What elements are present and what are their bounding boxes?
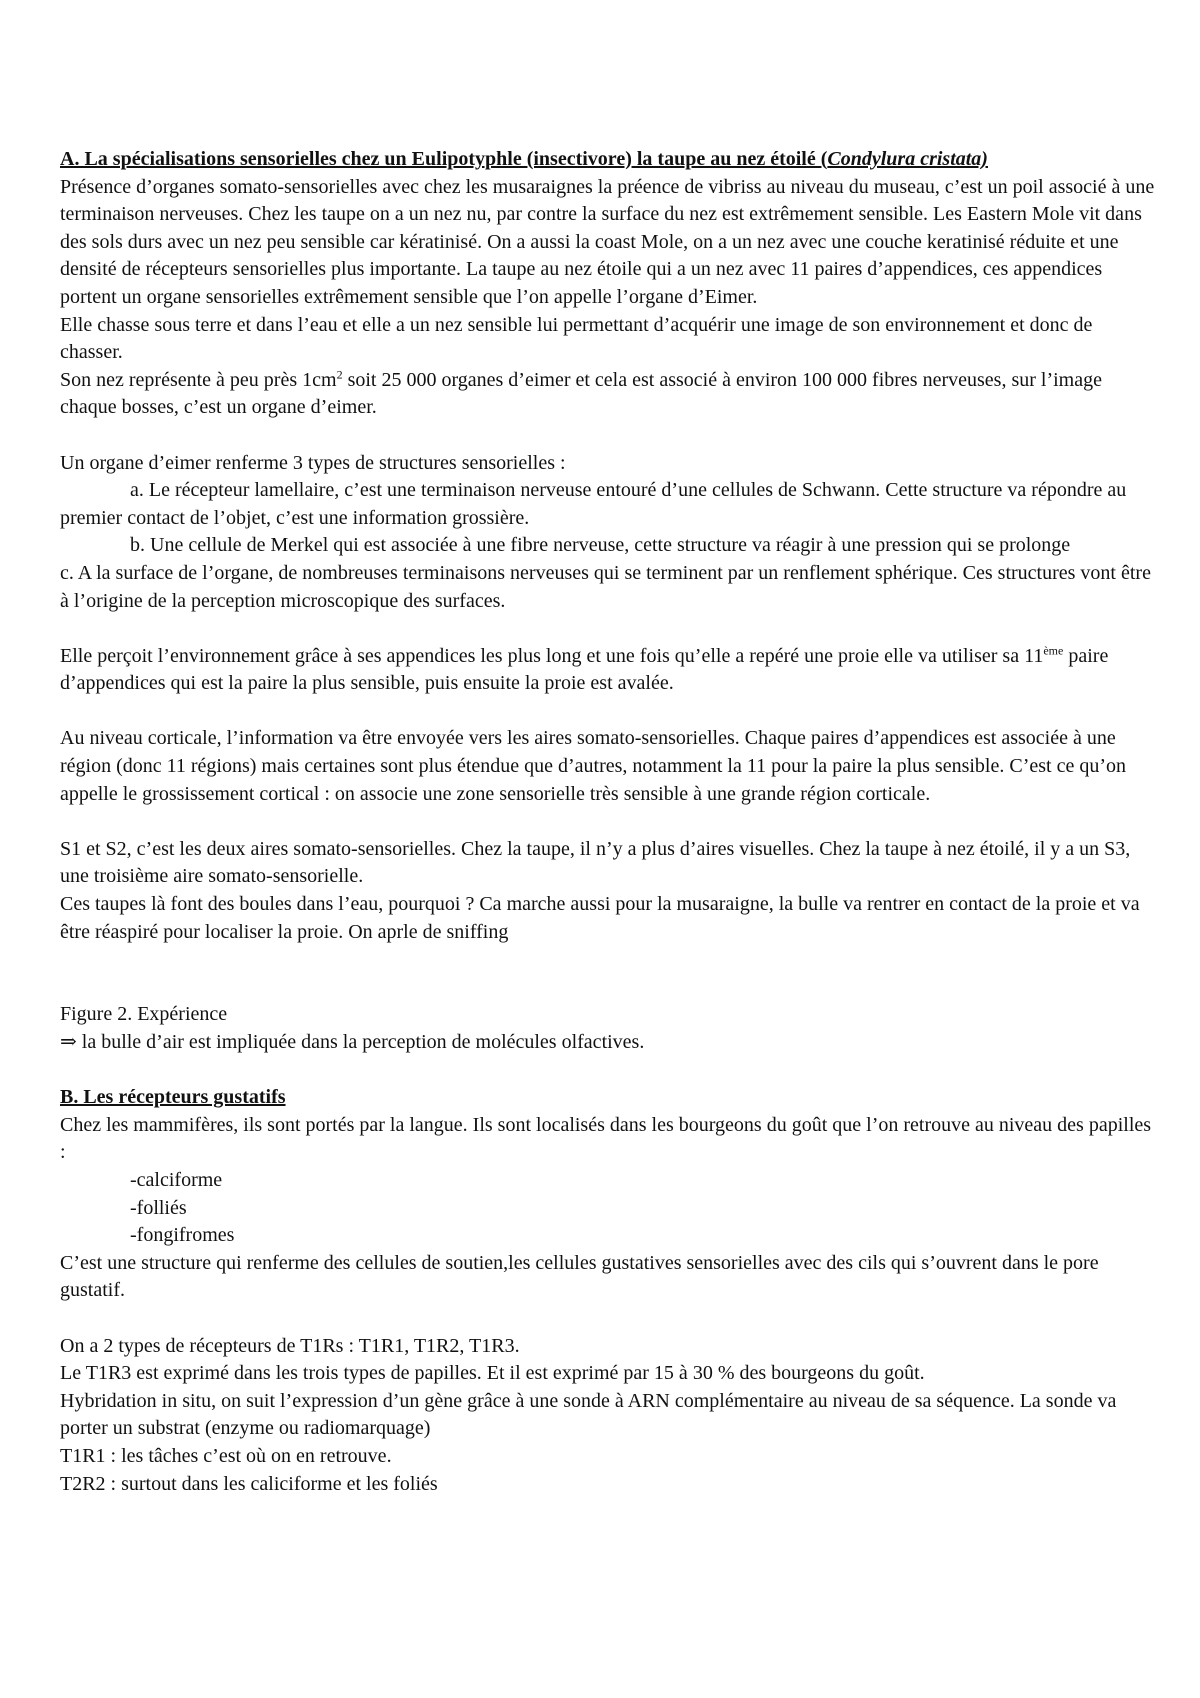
figure-conclusion: ⇒ la bulle d’air est impliquée dans la perception de molécules olfactives.	[60, 1031, 645, 1053]
paragraph-t1r3: Le T1R3 est exprimé dans les trois types de papilles. Et il est exprimé par 15 à 30 % des bourgeons du goût.	[60, 1362, 925, 1385]
section-a-heading-text: A. La spécialisations sensorielles chez un Eulipotyphle (insectivore) la taupe au nez étoilé (	[60, 148, 828, 170]
section-b-heading: B. Les récepteurs gustatifs	[60, 1086, 286, 1109]
paragraph-gustatory-intro: Chez les mammifères, ils sont portés par la langue. Ils sont localisés dans les bourgeons du goût que l’on retrouve au niveau des papilles :	[60, 1113, 1152, 1164]
list-item: -folliés	[130, 1196, 187, 1219]
paragraph-nose-size: Son nez représente à peu près $1cm^2$ soit 25 000 organes d’eimer et cela est associé à environ 100 000 fibres nerveuses, sur l’image chaque bosses, c’est un organe d’eimer.	[60, 367, 1102, 419]
paragraph-t1r1: T1R1 : les tâches c’est où on en retrouve.	[60, 1444, 392, 1467]
paragraph-s1-s2: S1 et S2, c’est les deux aires somato-sensorielles. Chez la taupe, il n’y a plus d’aires visuelles. Chez la taupe à nez étoilé, il y a un S3, une troisième aire somato-sensorielle.	[60, 837, 1131, 888]
paragraph-perception: Elle perçoit l’environnement grâce à ses appendices les plus long et une fois qu’elle a repéré une proie elle va utiliser sa 11ème paire d’appendices qui est la paire la plus sensible, puis ensuite la proie est avalée.	[60, 643, 1109, 695]
figure-label: Figure 2. Expérience	[60, 1003, 228, 1026]
paragraph-t2r2: T2R2 : surtout dans les caliciforme et les foliés	[60, 1472, 438, 1495]
paragraph-bubbles: Ces taupes là font des boules dans l’eau, pourquoi ? Ca marche aussi pour la musaraigne, la bulle va rentrer en contact de la proie et va être réaspiré pour localiser la proie. On aprle de sniffing	[60, 893, 1140, 943]
list-item: -fongifromes	[130, 1224, 235, 1247]
paragraph-hybridation: Hybridation in situ, on suit l’expression d’un gène grâce à une sonde à ARN complémentaire au niveau de sa séquence. La sonde va porter un substrat (enzyme ou radiomarquage)	[60, 1389, 1117, 1440]
list-item: -calciforme	[130, 1168, 223, 1191]
paragraph-t1rs: On a 2 types de récepteurs de T1Rs : T1R1, T1R2, T1R3.	[60, 1334, 520, 1357]
section-a-heading-species: Condylura cristata)	[827, 148, 988, 170]
section-a-heading	[60, 146, 1160, 174]
list-item-type-b: b. Une cellule de Merkel qui est associée à une fibre nerveuse, cette structure va réagir à une pression qui se prolonge	[130, 534, 1071, 557]
list-item-type-c: c. A la surface de l’organe, de nombreuses terminaisons nerveuses qui se terminent par un renflement sphérique. Ces structures vont être à l’origine de la perception microscopique des surfaces.	[60, 561, 1151, 612]
paragraph-types-intro: Un organe d’eimer renferme 3 types de structures sensorielles :	[60, 451, 566, 474]
document-page	[60, 146, 1160, 1498]
superscript: ème	[1043, 643, 1064, 658]
paragraph-cortical: Au niveau corticale, l’information va être envoyée vers les aires somato-sensorielles. Chaque paires d’appendices est associée à une région (donc 11 régions) mais certaines sont plus étendue que d’autres, notamment la 11 pour la paire la plus sensible. C’est ce qu’on appelle le grossissement cortical : on associe une zone sensorielle très sensible à une grande région corticale.	[60, 727, 1126, 805]
paragraph-eimer-intro: Présence d’organes somato-sensorielles avec chez les musaraignes la préence de vibriss au niveau du museau, c’est un poil associé à une terminaison nerveuses. Chez les taupe on a un nez nu, par contre la surface du nez est extrêmement sensible. Les Eastern Mole vit dans des sols durs avec un nez peu sensible car kératinisé. On a aussi la coast Mole, on a un nez avec une couche keratinisé réduite et une densité de récepteurs sensorielles plus importante. La taupe au nez étoile qui a un nez avec 11 paires d’appendices, ces appendices portent un organe sensorielles extrêmement sensible que l’on appelle l’organe d’Eimer.	[60, 175, 1155, 308]
paragraph-hunting: Elle chasse sous terre et dans l’eau et elle a un nez sensible lui permettant d’acquérir une image de son environnement et donc de chasser.	[60, 313, 1093, 364]
paragraph-structure: C’est une structure qui renferme des cellules de soutien,les cellules gustatives sensorielles avec des cils qui s’ouvrent dans le pore gustatif.	[60, 1251, 1099, 1302]
superscript: 2	[336, 367, 343, 382]
list-item-type-a: a. Le récepteur lamellaire, c’est une terminaison nerveuse entouré d’une cellules de Schwann. Cette structure va répondre au premier contact de l’objet, c’est une information grossière.	[60, 479, 1127, 529]
